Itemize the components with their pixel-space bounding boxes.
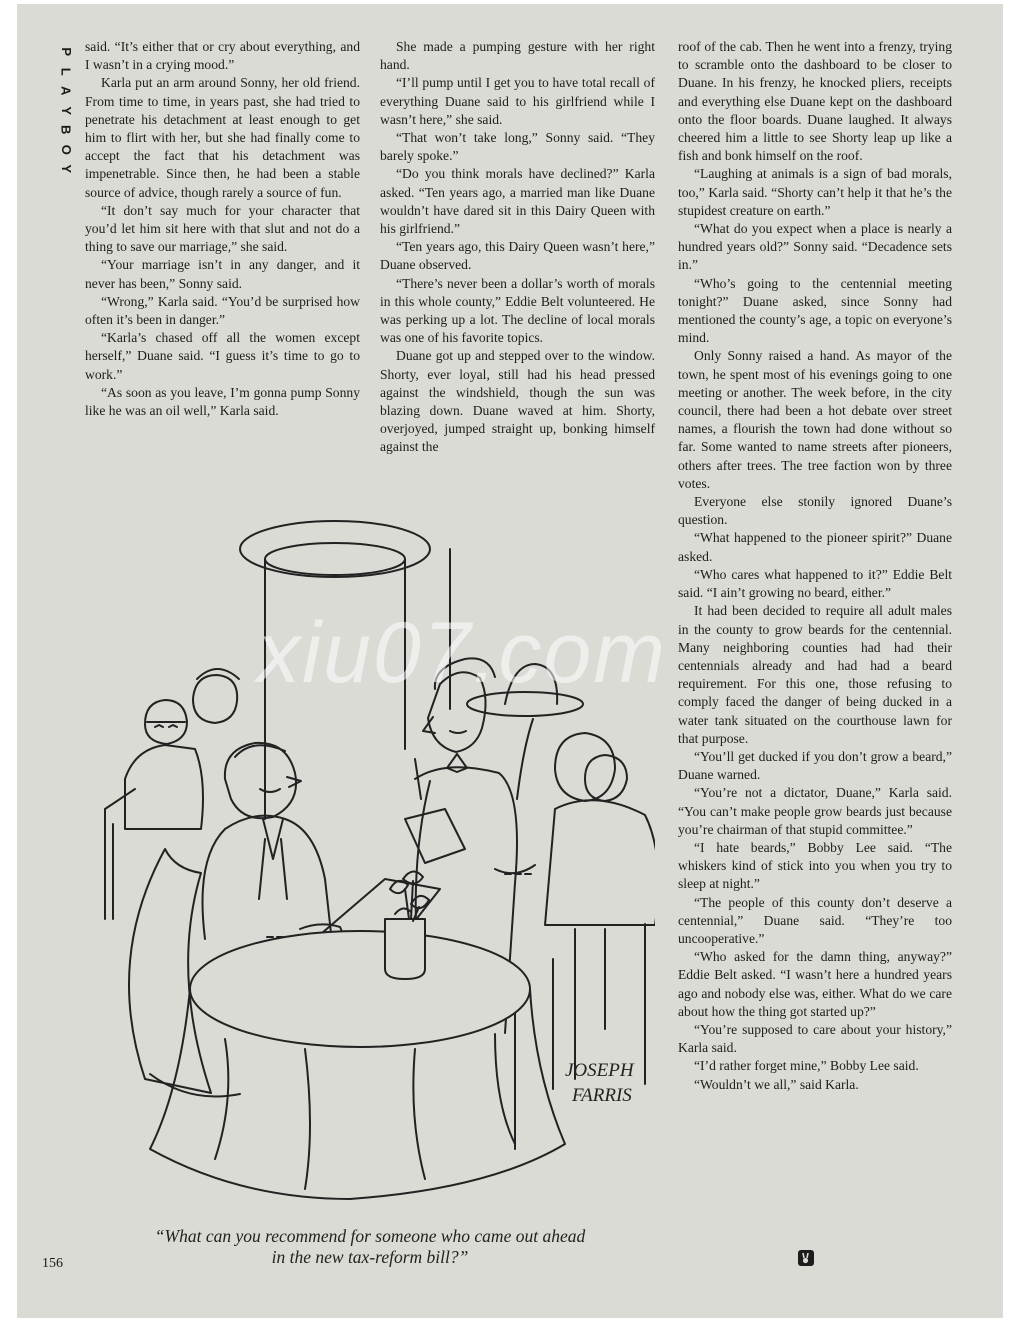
paragraph: “You’re supposed to care about your history,” Karla said. — [678, 1021, 952, 1056]
caption-line: “What can you recommend for someone who came out ahead — [154, 1226, 586, 1246]
paragraph: “Who’s going to the centennial meeting tonight?” Duane asked, since Sonny had mentioned the county’s age, a topic on everyone’s mind. — [678, 275, 952, 346]
paragraph: “Laughing at animals is a sign of bad morals, too,” Karla said. “Shorty can’t help it that he’s the stupidest creature on earth.” — [678, 166, 952, 218]
paragraph: “Who asked for the damn thing, anyway?” Eddie Belt asked. “I wasn’t here a hundred years ago and nobody else was, either. What do we care about how the thing got started up?” — [678, 949, 952, 1019]
paragraph: “I’d rather forget mine,” Bobby Lee said. — [694, 1058, 919, 1074]
cartoon-caption — [85, 1226, 655, 1268]
cartoonist-signature-1: JOSEPH — [565, 1060, 634, 1081]
masthead-letter: L — [58, 67, 74, 76]
paragraph: Everyone else stonily ignored Duane’s question. — [678, 494, 952, 528]
paragraph: “Wouldn’t we all,” said Karla. — [694, 1076, 859, 1092]
paragraph: “As soon as you leave, I’m gonna pump Sonny like he was an oil well,” Karla said. — [85, 384, 360, 419]
paragraph: Only Sonny raised a hand. As mayor of the town, he spent most of his evenings going to one meeting or another. The week before, in the city council, there had been a hot debate over street names, a flourish the town had done without so far. Some wanted to name streets after pioneers, others after trees. The tree faction won by three votes. — [678, 348, 952, 491]
masthead-letter: B — [58, 125, 74, 135]
paragraph: “I’ll pump until I get you to have total recall of everything Duane said to his girlfriend while I wasn’t here,” she said. — [380, 75, 655, 127]
paragraph: Duane got up and stepped over to the window. Shorty, ever loyal, still had his head pressed against the windshield, though the sun was blazing down. Duane waved at him. Shorty, overjoyed, jumped straight up, bonking himself against the — [380, 348, 655, 455]
paragraph: “Wrong,” Karla said. “You’d be surprised how often it’s been in danger.” — [85, 293, 360, 328]
paragraph: “There’s never been a dollar’s worth of morals in this whole county,” Eddie Belt volunteered. He was perking up a lot. The decline of local morals was one of his favorite topics. — [380, 275, 655, 346]
text-column-2 — [380, 38, 655, 457]
paragraph: “What happened to the pioneer spirit?” Duane asked. — [678, 530, 952, 564]
paragraph: “You’re not a dictator, Duane,” Karla said. “You can’t make people grow beards just because you’re chairman of that stupid committee.” — [678, 785, 952, 837]
paragraph: “That won’t take long,” Sonny said. “They barely spoke.” — [380, 130, 655, 164]
paragraph: roof of the cab. Then he went into a frenzy, trying to scramble onto the dashboard to be closer to Duane. In his frenzy, he knocked pliers, receipts and everything else Duane kept on the dashboard onto the floor boards. Duane laughed. It always cheered him a little to see Shorty leap up like a fish and bonk himself on the roof. — [678, 39, 952, 164]
paragraph: “Do you think morals have declined?” Karla asked. “Ten years ago, a married man like Duane wouldn’t have dared sit in this Dairy Queen with his girlfriend.” — [380, 166, 655, 237]
masthead-playboy-vertical — [55, 42, 77, 179]
paragraph: “The people of this county don’t deserve a centennial,” Duane said. “They’re too uncooperative.” — [678, 894, 952, 946]
page-number: 156 — [42, 1256, 63, 1271]
magazine-page — [17, 4, 1003, 1318]
paragraph: “Karla’s chased off all the women except herself,” Duane said. “I guess it’s time to go to work.” — [85, 330, 360, 382]
caption-line: in the new tax-reform bill?” — [271, 1247, 469, 1267]
masthead-letter: Y — [58, 164, 74, 174]
paragraph: “It don’t say much for your character that you’d let him sit here with that slut and not do a thing to save our marriage,” she said. — [85, 202, 360, 255]
masthead-letter: A — [58, 86, 74, 96]
cartoon-illustration — [85, 519, 655, 1209]
paragraph: “What do you expect when a place is nearly a hundred years old?” Sonny said. “Decadence sets in.” — [678, 221, 952, 273]
masthead-letter: O — [58, 144, 74, 155]
rabbit-head-icon — [797, 1249, 815, 1267]
paragraph: She made a pumping gesture with her right hand. — [380, 39, 655, 73]
masthead-letter: Y — [58, 105, 74, 115]
paragraph: “Ten years ago, this Dairy Queen wasn’t here,” Duane observed. — [380, 239, 655, 273]
paragraph: Karla put an arm around Sonny, her old friend. From time to time, in years past, she had tried to penetrate his detachment at least enough to get him to flirt with her, but she had finally come to accept the fact that his detachment was impenetrable. Since then, he had been a stable source of advice, though rarely a source of fun. — [85, 75, 360, 200]
paragraph: “You’ll get ducked if you don’t grow a beard,” Duane warned. — [678, 748, 952, 783]
text-column-3 — [678, 38, 952, 1094]
paragraph: said. “It’s either that or cry about everything, and I wasn’t in a crying mood.” — [85, 39, 360, 73]
watermark-text: xiu07.com — [257, 605, 667, 701]
paragraph: “Who cares what happened to it?” Eddie Belt said. “I ain’t growing no beard, either.” — [678, 566, 952, 601]
text-column-1 — [85, 38, 360, 420]
paragraph: “I hate beards,” Bobby Lee said. “The whiskers kind of stick into you when you try to sleep at night.” — [678, 839, 952, 892]
paragraph: “Your marriage isn’t in any danger, and it never has been,” Sonny said. — [85, 257, 360, 291]
paragraph: It had been decided to require all adult males in the county to grow beards for the centennial. Many neighboring counties had had their centennials already and had had a beard requirement. For this one, those refusing to comply faced the danger of being ducked in a water tank situated on the courthouse lawn for that purpose. — [678, 603, 952, 746]
masthead-letter: P — [58, 47, 74, 57]
cartoonist-signature-2: FARRIS — [572, 1085, 632, 1106]
